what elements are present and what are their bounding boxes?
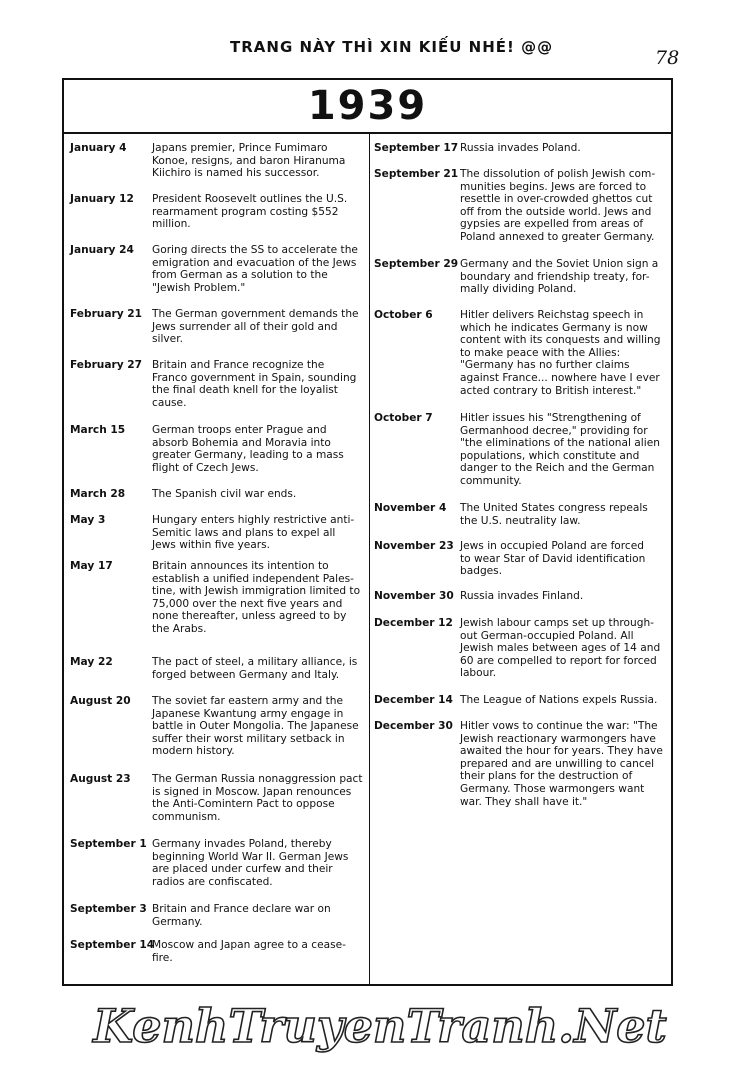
entry-line: Poland annexed to greater Germany. (460, 230, 655, 243)
entry-text (152, 308, 359, 346)
entry-date: March 28 (70, 488, 126, 500)
entry-date: May 3 (70, 514, 106, 526)
entry-date: January 12 (70, 193, 134, 205)
entry-text (460, 502, 648, 527)
entry-line: Russia invades Finland. (460, 590, 584, 602)
entry-line: the Arabs. (152, 622, 207, 635)
entry-line: awaited the hour for years. They have (460, 745, 663, 758)
entry-date: October 7 (374, 412, 433, 424)
entry-line: Kiichiro is named his successor. (152, 167, 320, 180)
entry-line: off from the outside world. Jews and (460, 205, 652, 218)
entry-line: Germany and the Soviet Union sign a (460, 258, 659, 270)
entry-line: The United States congress repeals (460, 502, 648, 514)
entry-date: November 30 (374, 590, 454, 602)
entry-line: gypsies are expelled from areas of (460, 218, 644, 231)
entry-line: The League of Nations expels Russia. (460, 694, 658, 706)
entry-line: danger to the Reich and the German (460, 462, 655, 475)
entry-line: Hitler vows to continue the war: "The (460, 720, 658, 732)
entry-date: March 15 (70, 424, 126, 436)
entry-text (460, 258, 658, 296)
entry-date: May 17 (70, 560, 113, 572)
entry-line: mally dividing Poland. (460, 283, 577, 296)
watermark-text: KenhTruyenTranh.Net (93, 999, 667, 1053)
entry-text (152, 424, 344, 474)
entry-date: January 4 (70, 142, 127, 154)
entry-line: tine, with Jewish immigration limited to (152, 585, 361, 598)
entry-line: which he indicates Germany is now (460, 321, 648, 334)
entry-line: flight of Czech Jews. (152, 461, 259, 474)
entry-line: community. (460, 474, 522, 487)
entry-line: acted contrary to British interest." (460, 384, 642, 397)
watermark-logo (70, 996, 690, 1056)
entry-line: the Anti-Comintern Pact to oppose (152, 798, 335, 811)
entry-date: November 23 (374, 540, 454, 552)
entry-text (152, 514, 354, 552)
entry-line: populations, which constitute and (460, 449, 640, 462)
entry-line: Konoe, resigns, and baron Hiranuma (152, 154, 346, 167)
entry-date: September 29 (374, 258, 459, 270)
entry-line: their plans for the destruction of (460, 770, 633, 783)
entry-line: Germany. Those warmongers want (460, 782, 645, 795)
entry-text (152, 359, 356, 409)
entry-line: "Jewish Problem." (152, 281, 246, 294)
entry-line: munities begins. Jews are forced to (460, 180, 647, 193)
entry-line: cause. (152, 396, 187, 409)
entry-text (460, 590, 583, 603)
entry-text (460, 142, 581, 155)
entry-date: November 4 (374, 502, 447, 514)
entry-line: communism. (152, 810, 221, 823)
entry-text (152, 656, 357, 681)
entry-text (152, 142, 345, 180)
entry-line: Jewish reactionary warmongers have (460, 732, 656, 745)
entry-line: 75,000 over the next five years and (152, 597, 343, 610)
entry-line: modern history. (152, 745, 235, 758)
entry-date: December 12 (374, 617, 453, 629)
entry-line: Germany. (152, 915, 203, 928)
entry-date: August 20 (70, 695, 131, 707)
entry-line: out German-occupied Poland. All (460, 629, 634, 642)
entry-line: the U.S. neutrality law. (460, 514, 581, 527)
entry-line: forged between Germany and Italy. (152, 668, 340, 681)
entry-line: Jewish males between ages of 14 and (460, 642, 661, 655)
entry-text (152, 773, 363, 823)
entry-line: content with its conquests and willing (460, 334, 661, 347)
entry-line: Japanese Kwantung army engage in (152, 707, 344, 720)
entry-line: are placed under curfew and their (152, 863, 333, 876)
entry-text (460, 720, 663, 808)
entry-text (460, 168, 655, 244)
page-number: 78 (655, 47, 680, 69)
entry-text (152, 488, 296, 501)
entry-date: September 17 (374, 142, 459, 154)
entry-line: establish a unified independent Pales- (152, 572, 354, 585)
entry-line: Moscow and Japan agree to a cease- (152, 939, 346, 951)
entry-line: the final death knell for the loyalist (152, 384, 338, 397)
entry-date: February 21 (70, 308, 143, 320)
entry-line: radios are confiscated. (152, 875, 273, 888)
entry-line: labour. (460, 667, 497, 680)
entry-line: badges. (460, 565, 503, 578)
year-title: 1939 (64, 80, 671, 134)
entry-line: Japans premier, Prince Fumimaro (152, 142, 328, 154)
entry-line: greater Germany, leading to a mass (152, 449, 344, 462)
entry-line: Hungary enters highly restrictive anti- (152, 514, 355, 526)
entry-line: Britain and France recognize the (152, 359, 325, 371)
entry-line: "Germany has no further claims (460, 359, 630, 372)
entry-line: The German Russia nonaggression pact (152, 773, 363, 785)
entry-line: prepared and are unwilling to cancel (460, 757, 655, 770)
entry-date: December 30 (374, 720, 453, 732)
entry-line: against France... nowhere have I ever (460, 371, 660, 384)
column-divider (369, 132, 370, 985)
entry-line: boundary and friendship treaty, for- (460, 270, 650, 283)
entry-line: from German as a solution to the (152, 269, 328, 282)
entry-line: The soviet far eastern army and the (152, 695, 344, 707)
entry-line: to make peace with the Allies: (460, 346, 621, 359)
entry-line: Jews within five years. (152, 539, 271, 552)
entry-date: December 14 (374, 694, 453, 706)
entry-line: 60 are compelled to report for forced (460, 654, 657, 667)
entry-date: February 27 (70, 359, 143, 371)
entry-line: is signed in Moscow. Japan renounces (152, 785, 352, 798)
entry-line: Franco government in Spain, sounding (152, 371, 357, 384)
entry-text (152, 695, 359, 758)
entry-line: resettle in over-crowded ghettos cut (460, 193, 653, 206)
entry-line: Germany invades Poland, thereby (152, 838, 332, 850)
entry-line: Russia invades Poland. (460, 142, 581, 154)
entry-line: The Spanish civil war ends. (152, 488, 297, 500)
entry-line: "the eliminations of the national alien (460, 437, 660, 450)
entry-line: absorb Bohemia and Moravia into (152, 436, 331, 449)
entry-text (152, 244, 358, 294)
entry-line: Hitler issues his "Strengthening of (460, 412, 641, 424)
entry-line: war. They shall have it." (460, 795, 588, 808)
entry-text (152, 939, 346, 964)
entry-text (152, 193, 347, 231)
entry-text (460, 617, 660, 680)
entry-text (460, 540, 645, 578)
entry-date: September 3 (70, 903, 147, 915)
entry-line: Germanhood decree," providing for (460, 424, 648, 437)
entry-line: The pact of steel, a military alliance, is (152, 656, 358, 668)
entry-line: Britain announces its intention to (152, 560, 329, 572)
entry-line: The dissolution of polish Jewish com- (460, 168, 656, 180)
entry-text (460, 694, 657, 707)
entry-line: The German government demands the (152, 308, 359, 320)
entry-line: Britain and France declare war on (152, 903, 331, 915)
entry-date: September 1 (70, 838, 147, 850)
top-note: TRANG NÀY THÌ XIN KIẾU NHÉ! @@ (230, 38, 554, 56)
entry-date: January 24 (70, 244, 134, 256)
entry-date: October 6 (374, 309, 433, 321)
entry-text (152, 903, 331, 928)
entry-text (460, 412, 660, 488)
entry-text (152, 838, 348, 888)
entry-date: September 21 (374, 168, 459, 180)
entry-line: German troops enter Prague and (152, 424, 327, 436)
timeline-frame (62, 78, 673, 986)
entry-line: President Roosevelt outlines the U.S. (152, 193, 348, 205)
entry-line: Semitic laws and plans to expel all (152, 526, 336, 539)
entry-date: August 23 (70, 773, 131, 785)
entry-line: Jews in occupied Poland are forced (460, 540, 644, 552)
entry-line: battle in Outer Mongolia. The Japanese (152, 720, 359, 733)
entry-line: none thereafter, unless agreed to by (152, 610, 347, 623)
entry-line: Jews surrender all of their gold and (152, 320, 338, 333)
entry-date: May 22 (70, 656, 113, 668)
entry-line: Jewish labour camps set up through- (460, 617, 654, 629)
entry-line: beginning World War II. German Jews (152, 850, 349, 863)
entry-line: silver. (152, 333, 183, 346)
entry-line: suffer their worst military setback in (152, 732, 345, 745)
entry-line: fire. (152, 951, 173, 964)
entry-line: rearmament program costing $552 (152, 205, 339, 218)
entry-date: September 14 (70, 939, 155, 951)
entry-line: to wear Star of David identification (460, 552, 646, 565)
entry-text (460, 309, 660, 397)
entry-line: Hitler delivers Reichstag speech in (460, 309, 644, 321)
entry-text (152, 560, 360, 636)
entry-line: Goring directs the SS to accelerate the (152, 244, 358, 256)
entry-line: emigration and evacuation of the Jews (152, 256, 357, 269)
entry-line: million. (152, 218, 191, 231)
